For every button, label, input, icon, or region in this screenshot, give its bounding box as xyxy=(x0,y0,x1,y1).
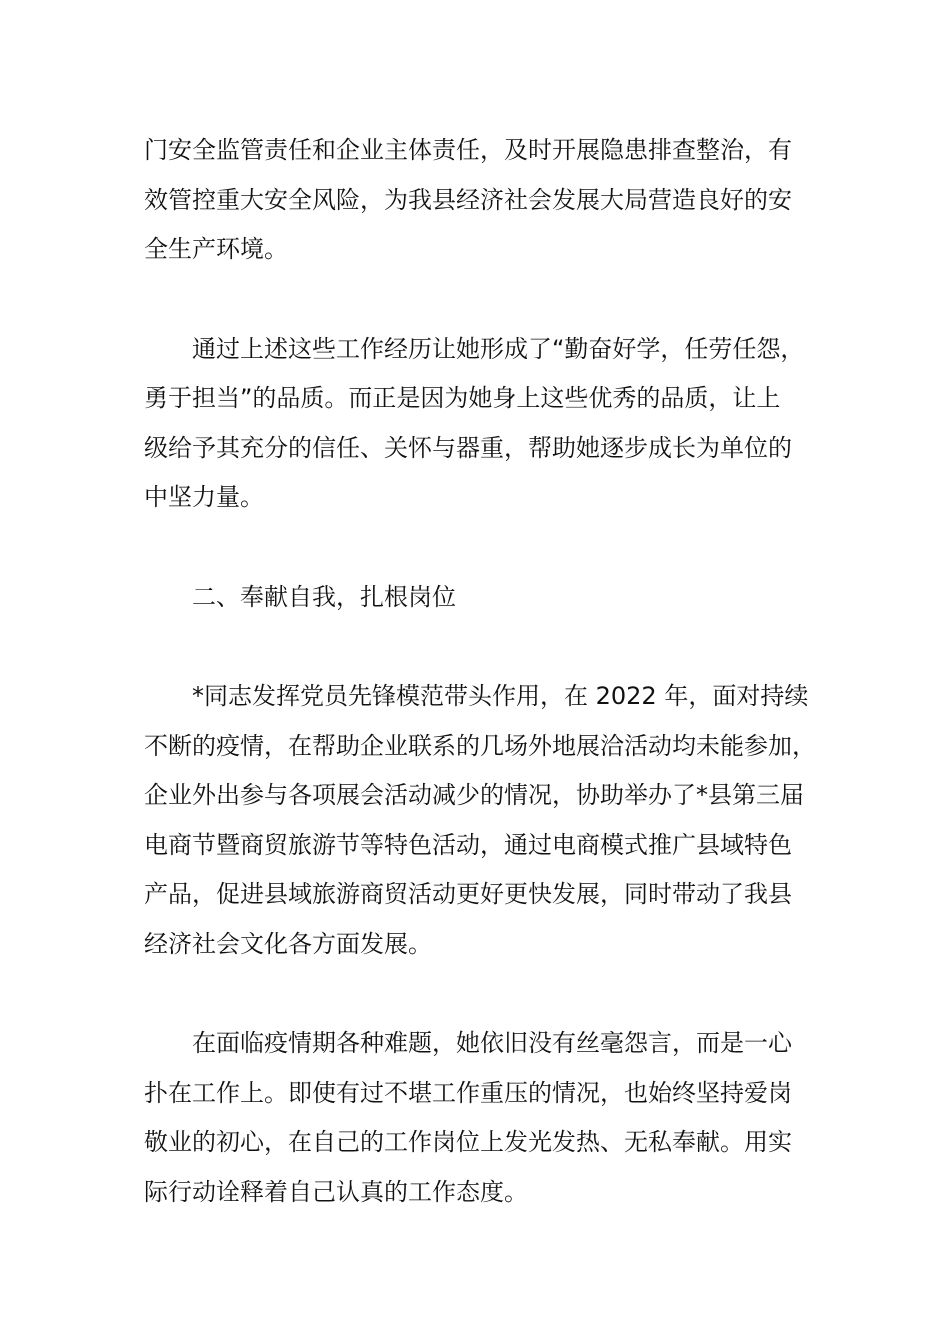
paragraph-qualities xyxy=(144,325,809,523)
text-line: 效管控重大安全风险，为我县经济社会发展大局营造良好的安 xyxy=(144,185,792,214)
paragraph-gap xyxy=(144,275,809,325)
section-heading-text: 二、奉献自我，扎根岗位 xyxy=(192,582,456,611)
paragraph-pandemic-work xyxy=(144,672,816,969)
text-line: 全生产环境。 xyxy=(144,235,288,263)
text-line: 电商节暨商贸旅游节等特色活动，通过电商模式推广县域特色 xyxy=(144,830,792,859)
text-line: 际行动诠释着自己认真的工作态度。 xyxy=(144,1177,528,1206)
text-line: 勇于担当”的品质。而正是因为她身上这些优秀的品质，让上 xyxy=(144,384,781,412)
text-line: 敬业的初心，在自己的工作岗位上发光发热、无私奉献。用实 xyxy=(144,1128,792,1156)
text-line: 在面临疫情期各种难题，她依旧没有丝毫怨言，而是一心 xyxy=(192,1029,792,1057)
document-body xyxy=(144,126,816,1217)
paragraph-dedication xyxy=(144,1019,809,1217)
paragraph-gap xyxy=(144,969,809,1019)
section-heading xyxy=(144,573,809,623)
text-line: 产品，促进县域旅游商贸活动更好更快发展，同时带动了我县 xyxy=(144,880,792,908)
text-line: 门安全监管责任和企业主体责任，及时开展隐患排查整治，有 xyxy=(144,136,792,164)
text-line: *同志发挥党员先锋模范带头作用，在 2022 年，面对持续 xyxy=(192,682,809,710)
text-line: 中坚力量。 xyxy=(144,483,264,511)
paragraph-safety-continuation xyxy=(144,126,809,275)
text-line: 级给予其充分的信任、关怀与器重，帮助她逐步成长为单位的 xyxy=(144,433,792,462)
text-line: 通过上述这些工作经历让她形成了“勤奋好学，任劳任怨， xyxy=(192,334,805,363)
paragraph-gap xyxy=(144,622,809,672)
text-line: 扑在工作上。即使有过不堪工作重压的情况，也始终坚持爱岗 xyxy=(144,1078,792,1107)
text-line: 经济社会文化各方面发展。 xyxy=(144,929,432,958)
text-line: 不断的疫情，在帮助企业联系的几场外地展洽活动均未能参加， xyxy=(144,731,816,760)
text-line: 企业外出参与各项展会活动减少的情况，协助举办了*县第三届 xyxy=(144,781,804,809)
paragraph-gap xyxy=(144,523,809,573)
